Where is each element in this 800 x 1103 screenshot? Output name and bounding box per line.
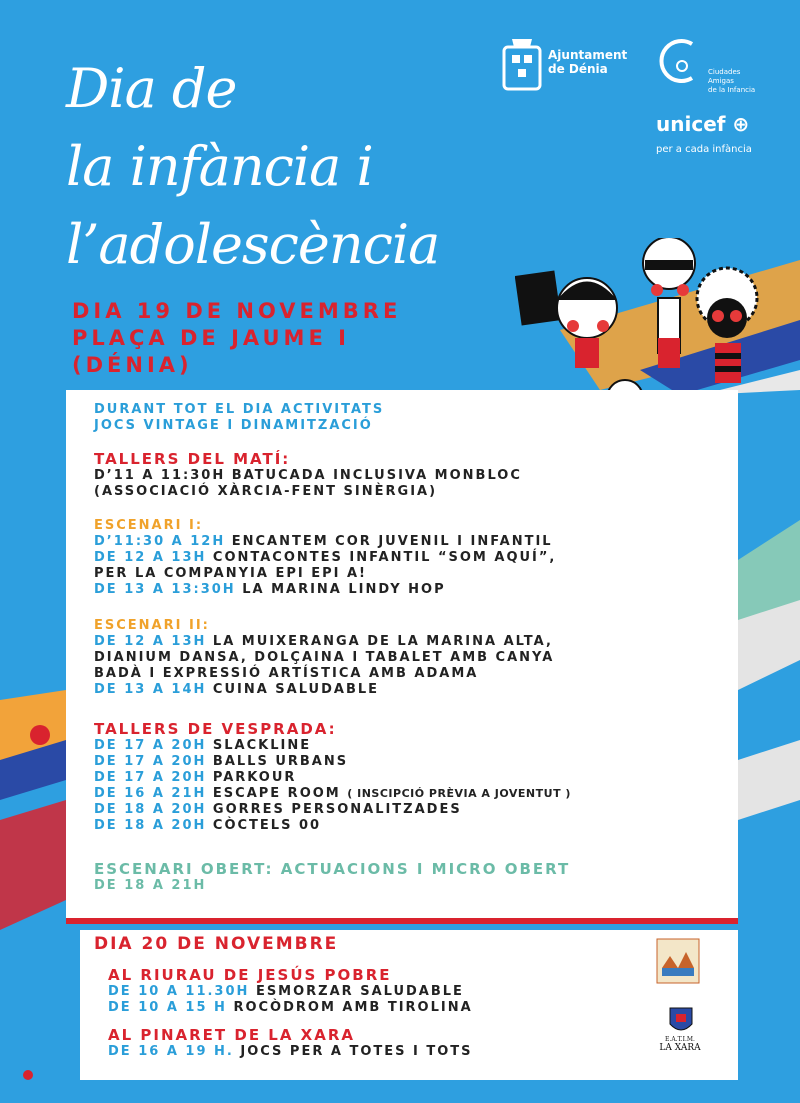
riurau-logo-icon [656,938,700,984]
item-time: DE 13 A 13:30H [94,582,236,597]
pinaret-heading: AL PINARET DE LA XARA [108,1026,356,1044]
item-text: LA MARINA LINDY HOP [242,582,446,597]
item-text: BALLS URBANS [212,754,349,769]
riurau-block [108,966,473,1016]
item-time: DE 18 A 20H [94,818,207,833]
item-text: CUINA SALUDABLE [212,682,380,697]
item-time: DE 10 A 11.30H [108,984,250,999]
ciudades-amigas-text [708,68,755,95]
list-item [94,770,571,786]
intro-line1: DURANT TOT EL DIA ACTIVITATS [94,402,385,417]
subtitle-line3: (DÉNIA) [72,353,193,377]
list-item [94,786,571,802]
list-item [108,1044,473,1060]
item-text: LA MUIXERANGA DE LA MARINA ALTA, [212,634,553,649]
item-time: D’11:30 A 12H [94,534,226,549]
tallers-vesprada-block [94,720,571,834]
item-text: ROCÒDROM AMB TIROLINA [233,1000,473,1015]
item-time: DE 12 A 13H [94,550,207,565]
ajuntament-line2: de Dénia [548,62,608,76]
ciudades-line3: de la Infancia [708,86,756,94]
item-text: ESCAPE ROOM [212,786,341,801]
list-item [94,550,556,566]
list-item [94,666,554,682]
item-text: BADÀ I EXPRESSIÓ ARTÍSTICA AMB ADAMA [94,666,479,681]
unicef-logo [656,112,749,136]
escenari-obert-block [94,860,570,894]
list-item [94,634,554,650]
title-line1: Dia de [66,57,237,120]
escenari1-heading: ESCENARI I: [94,518,204,533]
item-text: PARKOUR [212,770,297,785]
escenari-obert-time: DE 18 A 21H [94,878,207,893]
list-item [94,534,556,550]
program-card [66,390,738,918]
list-item [94,566,556,582]
tallers-mati-line1: D’11 A 11:30H BATUCADA INCLUSIVA MONBLOC [94,468,522,483]
item-time: DE 16 A 19 H. [108,1044,234,1059]
list-item [94,582,556,598]
item-time: DE 12 A 13H [94,634,207,649]
tallers-vesprada-heading: TALLERS DE VESPRADA: [94,720,337,738]
item-text: CÒCTELS 00 [212,818,322,833]
item-text: ENCANTEM COR JUVENIL I INFANTIL [231,534,553,549]
tallers-mati-line2: (ASSOCIACIÓ XÀRCIA-FENT SINÈRGIA) [94,484,438,499]
list-item [94,738,571,754]
la-xara-line2: LA XARA [659,1043,701,1053]
list-item [108,1000,473,1016]
item-text: JOCS PER A TOTES I TOTS [240,1044,473,1059]
ajuntament-logo-text [548,48,627,76]
item-text: SLACKLINE [212,738,312,753]
ciudades-amigas-logo-icon [652,36,702,86]
list-item [94,818,571,834]
list-item [108,984,473,1000]
escenari-obert-heading: ESCENARI OBERT: ACTUACIONS I MICRO OBERT [94,860,571,878]
la-xara-line1: E.A.T.I.M. [665,1036,695,1043]
item-time: DE 10 A 15 H [108,1000,227,1015]
ciudades-line1: Ciudades [708,68,741,76]
item-text: GORRES PERSONALITZADES [212,802,462,817]
list-item [94,682,554,698]
unicef-text: unicef [656,112,726,136]
ajuntament-line1: Ajuntament [548,48,628,62]
item-time: DE 17 A 20H [94,738,207,753]
item-note: ( INSCIPCIÓ PRÈVIA A JOVENTUT ) [347,787,571,800]
escenari2-block [94,618,554,698]
intro-block [94,402,384,434]
item-time: DE 18 A 20H [94,802,207,817]
list-item [94,650,554,666]
tallers-mati-heading: TALLERS DEL MATÍ: [94,450,291,468]
page-title [66,50,439,284]
item-text: DIANIUM DANSA, DOLÇAINA I TABALET AMB CANYA [94,650,555,665]
list-item [94,802,571,818]
item-text: ESMORZAR SALUDABLE [255,984,464,999]
escenari1-block [94,518,556,598]
tallers-mati-block [94,450,522,500]
item-text: PER LA COMPANYIA EPI EPI A! [94,566,367,581]
ciudades-line2: Amigas [708,77,734,85]
event-date-place [72,298,401,379]
item-text: CONTACONTES INFANTIL “SOM AQUÍ”, [212,550,557,565]
subtitle-line1: DIA 19 DE NOVEMBRE [72,299,402,323]
list-item [94,754,571,770]
escenari2-heading: ESCENARI II: [94,618,210,633]
pinaret-block [108,1026,473,1060]
globe-icon: ⊕ [732,112,750,136]
intro-line2: JOCS VINTAGE I DINAMITZACIÓ [94,418,373,433]
unicef-subtitle: per a cada infància [656,144,752,155]
item-time: DE 13 A 14H [94,682,207,697]
la-xara-shield-icon [668,1006,694,1036]
la-xara-logo-text [650,1036,710,1053]
title-line3: l’adolescència [66,213,440,276]
day20-card [80,930,738,1080]
subtitle-line2: PLAÇA DE JAUME I [72,326,350,350]
day20-heading: DIA 20 DE NOVEMBRE [94,934,339,954]
item-time: DE 17 A 20H [94,754,207,769]
title-line2: la infància i [66,135,373,198]
item-time: DE 16 A 21H [94,786,207,801]
riurau-heading: AL RIURAU DE JESÚS POBRE [108,966,392,984]
item-time: DE 17 A 20H [94,770,207,785]
